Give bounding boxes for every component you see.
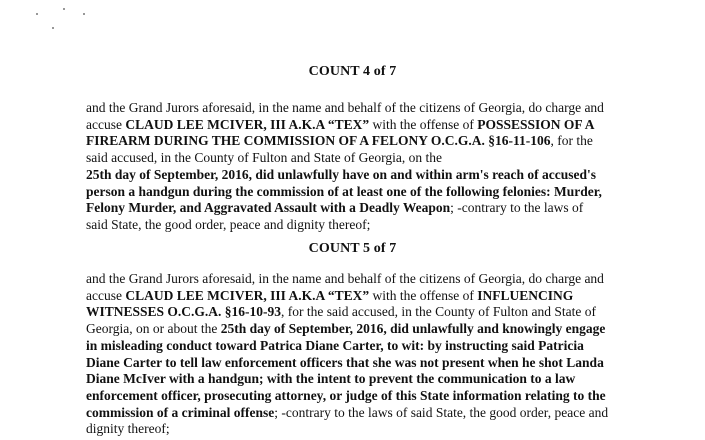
text-run: accuse xyxy=(86,116,126,132)
bold-text-run: POSSESSION OF A xyxy=(477,116,595,132)
text-run: said State, the good order, peace and dignity thereof; xyxy=(86,216,371,232)
text-line xyxy=(86,217,646,234)
text-run: and the Grand Jurors aforesaid, in the name and behalf of the citizens of Georgia, do charge and xyxy=(86,100,604,115)
bold-text-run: INFLUENCING xyxy=(477,287,574,303)
text-run: Georgia, on or about the xyxy=(86,321,221,337)
scan-speck xyxy=(63,8,65,10)
bold-text-run: 25th day of September, 2016, did unlawfully have on and within arm's reach of accused's xyxy=(86,166,597,182)
text-line xyxy=(86,421,646,438)
text-run: ; -contrary to the laws of xyxy=(450,200,584,216)
bold-text-run: Felony Murder, and Aggravated Assault with a Deadly Weapon xyxy=(86,200,451,216)
bold-text-run: WITNESSES O.C.G.A. §16-10-93 xyxy=(86,304,282,320)
bold-text-run: enforcement officer, prosecuting attorney, or judge of this State information relating to the xyxy=(86,387,606,403)
bold-text-run: CLAUD LEE MCIVER, III A.K.A “TEX” xyxy=(125,287,370,303)
text-line xyxy=(86,405,646,422)
text-line xyxy=(86,150,646,167)
text-run: , for the said accused, in the County of Fulton and State of xyxy=(281,304,596,320)
bold-text-run: CLAUD LEE MCIVER, III A.K.A “TEX” xyxy=(125,116,370,132)
bold-text-run: commission of a criminal offense xyxy=(86,404,275,420)
text-line xyxy=(86,304,646,321)
text-line xyxy=(86,321,646,338)
text-line xyxy=(86,184,646,201)
text-line xyxy=(86,355,646,372)
text-run: with the offense of xyxy=(369,287,478,303)
count-4-heading: COUNT 4 of 7 xyxy=(308,64,397,79)
text-line xyxy=(86,117,646,134)
scan-speck xyxy=(52,27,54,29)
bold-text-run: FIREARM DURING THE COMMISSION OF A FELONY O.C.G.A. §16-11-106 xyxy=(86,133,551,149)
text-run: said accused, in the County of Fulton and State of Georgia, on the xyxy=(86,150,442,166)
count-4-body xyxy=(86,100,646,234)
text-line xyxy=(86,371,646,388)
text-line xyxy=(86,288,646,305)
text-line xyxy=(86,200,646,217)
text-run: , for the xyxy=(550,133,593,149)
bold-text-run: person a handgun during the commission of at least one of the following felonies: Murder, xyxy=(86,183,602,199)
text-line xyxy=(86,271,646,288)
text-line xyxy=(86,167,646,184)
scan-speck xyxy=(83,13,85,15)
bold-text-run: 25th day of September, 2016, did unlawfully and knowingly engage xyxy=(220,321,606,337)
count-5-heading: COUNT 5 of 7 xyxy=(308,241,397,256)
bold-text-run: Diane McIver with a handgun; with the intent to prevent the communication to a law xyxy=(86,371,576,387)
text-run: and the Grand Jurors aforesaid, in the name and behalf of the citizens of Georgia, do charge and xyxy=(86,271,604,286)
count-5-body xyxy=(86,271,646,438)
text-line xyxy=(86,388,646,405)
bold-text-run: in misleading conduct toward Patrica Diane Carter, to wit: by instructing said Patricia xyxy=(86,337,584,353)
text-line xyxy=(86,338,646,355)
text-run: dignity thereof; xyxy=(86,421,170,437)
text-run: accuse xyxy=(86,287,126,303)
scan-speck xyxy=(36,13,38,15)
text-line xyxy=(86,133,646,150)
text-run: ; -contrary to the laws of said State, the good order, peace and xyxy=(274,404,609,420)
text-line xyxy=(86,100,646,117)
bold-text-run: Diane Carter to tell law enforcement officers that she was not present when he shot Landa xyxy=(86,354,604,370)
text-run: with the offense of xyxy=(369,116,478,132)
